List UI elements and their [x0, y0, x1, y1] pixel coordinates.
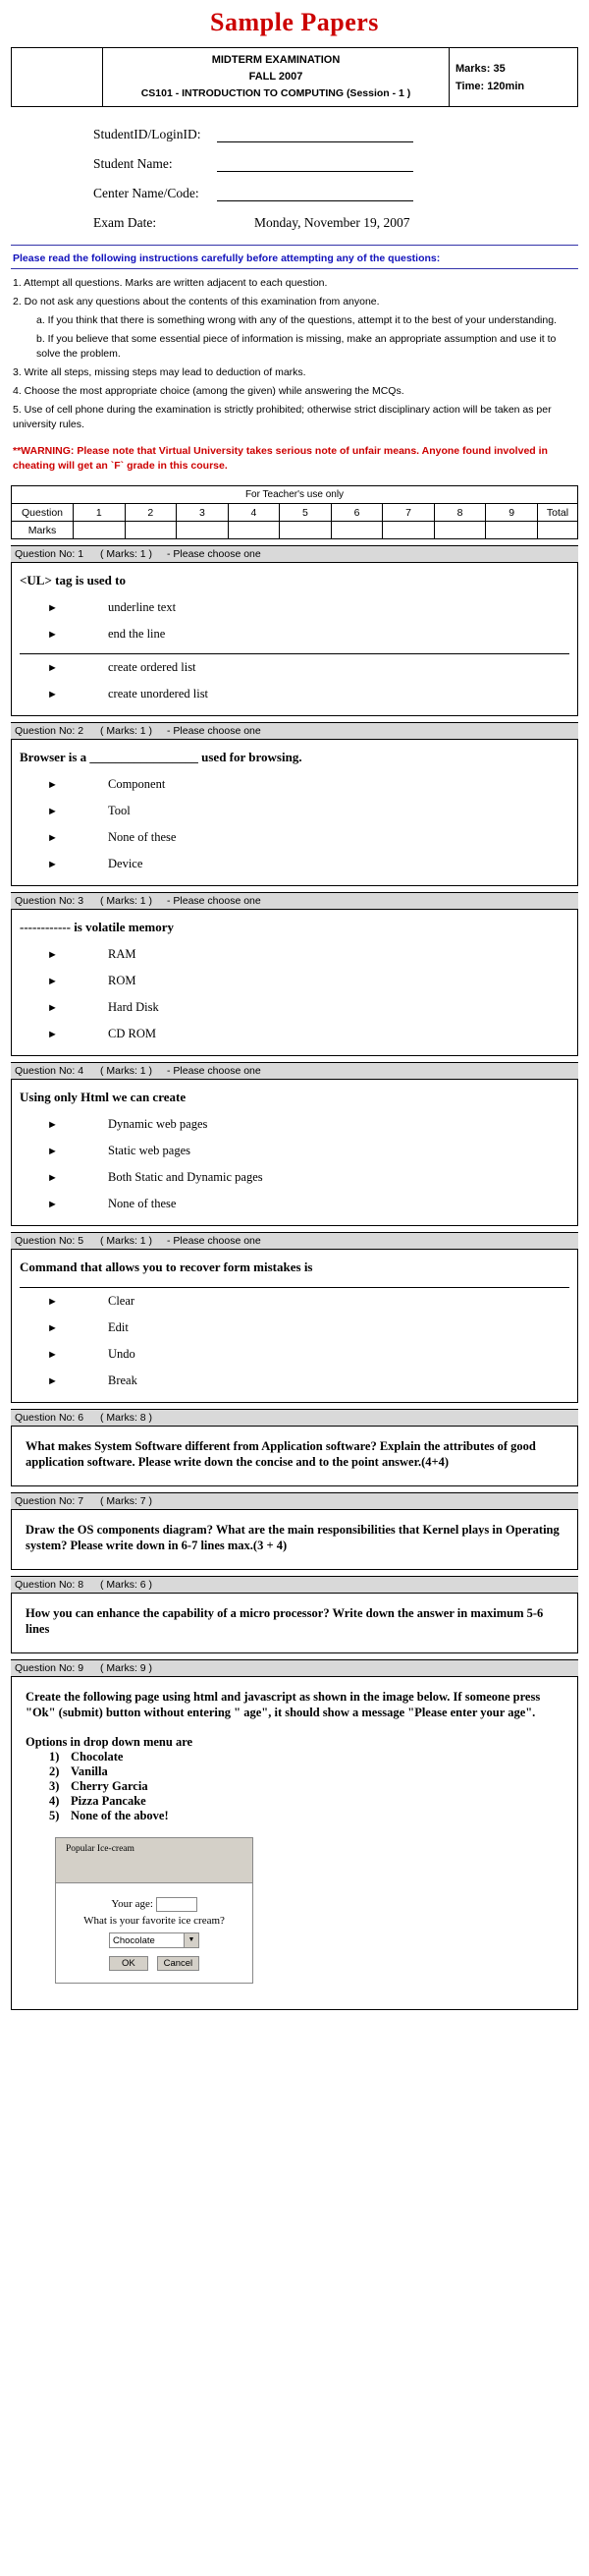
option-label: Both Static and Dynamic pages — [108, 1170, 263, 1184]
triangle-bullet-icon: ► — [47, 779, 58, 791]
marks-cell[interactable] — [434, 522, 486, 539]
triangle-bullet-icon: ► — [47, 629, 58, 641]
dropdown-option-item: 4) Pizza Pancake — [49, 1794, 146, 1808]
question-choose-hint: - Please choose one — [166, 1235, 261, 1247]
instructions-heading: Please read the following instructions carefully before attempting any of the questions: — [11, 250, 578, 269]
teacher-table-col: 1 — [74, 504, 126, 522]
instruction-item: 2. Do not ask any questions about the contents of this examination from anyone. — [13, 296, 380, 308]
option-label: Device — [108, 857, 143, 870]
option-row[interactable] — [20, 621, 569, 647]
cheating-warning: **WARNING: Please note that Virtual University takes serious note of unfair means. Anyone found involved in cheating will get an `F` grade in this course. — [13, 445, 548, 472]
option-row[interactable] — [20, 851, 569, 877]
question-choose-hint: - Please choose one — [166, 1065, 261, 1077]
question-bar-3 — [11, 892, 578, 910]
question-number: Question No: 7 — [15, 1495, 84, 1507]
option-label: end the line — [108, 627, 166, 641]
question-choose-hint: - Please choose one — [166, 895, 261, 907]
option-row[interactable] — [20, 968, 569, 994]
question-number: Question No: 3 — [15, 895, 84, 907]
triangle-bullet-icon: ► — [47, 662, 58, 674]
question-body-2 — [11, 740, 578, 886]
question-body-8 — [11, 1594, 578, 1653]
question-bar-8 — [11, 1576, 578, 1594]
question-body-1 — [11, 563, 578, 716]
option-row[interactable] — [20, 771, 569, 798]
question-bar-4 — [11, 1062, 578, 1080]
question-number: Question No: 1 — [15, 548, 84, 560]
option-label: Component — [108, 777, 166, 791]
mock-form-screenshot — [20, 1823, 569, 2001]
triangle-bullet-icon: ► — [47, 859, 58, 870]
option-row[interactable] — [20, 824, 569, 851]
question-choose-hint: - Please choose one — [166, 725, 261, 737]
triangle-bullet-icon: ► — [47, 1119, 58, 1131]
question-text: Using only Html we can create — [20, 1090, 187, 1104]
instruction-item: 5. Use of cell phone during the examination is strictly prohibited; otherwise strict disciplinary action will be taken as per university rules. — [13, 404, 552, 430]
option-row[interactable] — [20, 1315, 569, 1341]
option-row[interactable] — [20, 1138, 569, 1164]
question-text: What makes System Software different from Application software? Explain the attributes of good application software. Please write down the concise and to the point answer.(4+4) — [26, 1439, 536, 1469]
chevron-down-icon: ▼ — [184, 1933, 198, 1947]
student-id-field[interactable] — [217, 128, 413, 142]
teacher-table-col: 3 — [177, 504, 229, 522]
dropdown-option-item: 3) Cherry Garcia — [49, 1779, 148, 1793]
question-marks: ( Marks: 1 ) — [99, 895, 153, 907]
option-row[interactable] — [20, 1341, 569, 1368]
triangle-bullet-icon: ► — [47, 949, 58, 961]
triangle-bullet-icon: ► — [47, 689, 58, 700]
option-label: create ordered list — [108, 660, 196, 674]
mock-age-input[interactable] — [156, 1897, 197, 1912]
mock-cancel-button[interactable]: Cancel — [157, 1956, 200, 1971]
question-marks: ( Marks: 1 ) — [99, 1065, 153, 1077]
instruction-item: 3. Write all steps, missing steps may lead to deduction of marks. — [13, 366, 306, 378]
header-center-cell — [103, 48, 450, 107]
question-marks: ( Marks: 7 ) — [99, 1495, 153, 1507]
triangle-bullet-icon: ► — [47, 1296, 58, 1308]
question-text: <UL> tag is used to — [20, 573, 126, 588]
option-label: ROM — [108, 974, 136, 987]
option-label: RAM — [108, 947, 136, 961]
teacher-table-caption: For Teacher's use only — [12, 486, 578, 504]
instruction-item: 1. Attempt all questions. Marks are written adjacent to each question. — [13, 277, 328, 289]
mock-caption: Popular Ice-cream — [66, 1844, 134, 1854]
mock-flavor-selected-value: Chocolate — [113, 1934, 155, 1946]
mock-browser-window — [55, 1837, 253, 1984]
question-body-5 — [11, 1250, 578, 1403]
triangle-bullet-icon: ► — [47, 1375, 58, 1387]
teacher-use-table — [11, 485, 578, 539]
exam-type: MIDTERM EXAMINATION — [211, 54, 341, 66]
student-name-label: Student Name: — [93, 156, 173, 171]
teacher-table-col: 8 — [434, 504, 486, 522]
marks-cell[interactable] — [125, 522, 177, 539]
exam-date-label: Exam Date: — [93, 215, 157, 230]
mock-flavor-select[interactable] — [109, 1932, 199, 1948]
mock-favorite-label: What is your favorite ice cream? — [83, 1915, 225, 1927]
instructions-block — [11, 245, 578, 481]
teacher-table-col: 6 — [331, 504, 383, 522]
option-label: Edit — [108, 1320, 129, 1334]
teacher-table-total-label: Total — [538, 504, 578, 522]
dropdown-option-item: 2) Vanilla — [49, 1764, 108, 1778]
triangle-bullet-icon: ► — [47, 806, 58, 817]
option-label: CD ROM — [108, 1027, 156, 1040]
mock-age-label: Your age: — [111, 1898, 153, 1911]
marks-total-cell[interactable] — [538, 522, 578, 539]
dropdown-option-item: 1) Chocolate — [49, 1750, 124, 1764]
question-bar-6 — [11, 1409, 578, 1427]
teacher-table-col: 2 — [125, 504, 177, 522]
triangle-bullet-icon: ► — [47, 1172, 58, 1184]
option-row[interactable] — [20, 1368, 569, 1394]
dropdown-option-item: 5) None of the above! — [49, 1809, 169, 1822]
question-bar-7 — [11, 1492, 578, 1510]
option-row[interactable] — [20, 681, 569, 707]
option-row[interactable] — [20, 1021, 569, 1047]
triangle-bullet-icon: ► — [47, 1002, 58, 1014]
option-row[interactable] — [20, 654, 569, 681]
question-body-4 — [11, 1080, 578, 1226]
student-id-row — [11, 127, 578, 142]
teacher-table-col: 7 — [383, 504, 435, 522]
option-row[interactable] — [20, 1288, 569, 1315]
question-bar-1 — [11, 545, 578, 563]
student-id-label: StudentID/LoginID: — [93, 127, 201, 141]
exam-header-table — [11, 47, 578, 107]
triangle-bullet-icon: ► — [47, 1349, 58, 1361]
instruction-item: 4. Choose the most appropriate choice (among the given) while answering the MCQs. — [13, 385, 404, 397]
marks-cell[interactable] — [228, 522, 280, 539]
question-marks: ( Marks: 9 ) — [99, 1662, 153, 1674]
question-bar-9 — [11, 1659, 578, 1677]
question-marks: ( Marks: 1 ) — [99, 1235, 153, 1247]
student-info-block — [11, 127, 578, 231]
option-label: None of these — [108, 1197, 177, 1210]
option-label: Break — [108, 1373, 137, 1387]
question-text: Command that allows you to recover form mistakes is — [20, 1260, 313, 1274]
option-label: Static web pages — [108, 1144, 191, 1157]
question-number: Question No: 6 — [15, 1412, 84, 1424]
marks-cell[interactable] — [280, 522, 332, 539]
page-title: Sample Papers — [210, 8, 379, 36]
option-label: None of these — [108, 830, 177, 844]
question-text: ------------ is volatile memory — [20, 920, 175, 934]
dropdown-option-label: Pizza Pancake — [71, 1794, 146, 1808]
question-marks: ( Marks: 1 ) — [99, 548, 153, 560]
option-row[interactable] — [20, 994, 569, 1021]
header-right-cell — [450, 48, 578, 107]
question-text: Draw the OS components diagram? What are the main responsibilities that Kernel plays in Operating system? Please write down in 6-7 lines max.(3 + 4) — [26, 1523, 560, 1552]
content-wrapper — [11, 47, 578, 2034]
option-row[interactable] — [20, 1111, 569, 1138]
exam-date-value: Monday, November 19, 2007 — [254, 215, 410, 230]
instruction-item: a. If you think that there is something wrong with any of the questions, attempt it to the best of your understanding. — [36, 314, 557, 326]
question-body-9 — [11, 1677, 578, 2010]
teacher-table-col: 4 — [228, 504, 280, 522]
question-number: Question No: 5 — [15, 1235, 84, 1247]
triangle-bullet-icon: ► — [47, 1199, 58, 1210]
triangle-bullet-icon: ► — [47, 976, 58, 987]
dropdown-options-intro: Options in drop down menu are — [26, 1735, 193, 1749]
mock-age-row — [66, 1897, 242, 1915]
marks-cell[interactable] — [486, 522, 538, 539]
student-name-row — [11, 156, 578, 172]
mock-banner — [56, 1838, 252, 1883]
option-row[interactable] — [20, 798, 569, 824]
question-body-3 — [11, 910, 578, 1056]
teacher-table-row-label: Marks — [12, 522, 74, 539]
question-body-7 — [11, 1510, 578, 1570]
triangle-bullet-icon: ► — [47, 602, 58, 614]
teacher-table-col: 9 — [486, 504, 538, 522]
option-label: Tool — [108, 804, 131, 817]
mock-button-row — [66, 1956, 242, 1971]
question-marks: ( Marks: 1 ) — [99, 725, 153, 737]
triangle-bullet-icon: ► — [47, 832, 58, 844]
triangle-bullet-icon: ► — [47, 1322, 58, 1334]
dropdown-option-label: None of the above! — [71, 1809, 169, 1822]
marks-cell[interactable] — [177, 522, 229, 539]
dropdown-option-label: Chocolate — [71, 1750, 124, 1764]
option-label: create unordered list — [108, 687, 209, 700]
marks-cell[interactable] — [383, 522, 435, 539]
exam-course: CS101 - INTRODUCTION TO COMPUTING (Session - 1 ) — [140, 87, 411, 99]
question-text: Browser is a _________________ used for browsing. — [20, 750, 302, 764]
option-row[interactable] — [20, 1191, 569, 1217]
question-marks: ( Marks: 6 ) — [99, 1579, 153, 1591]
center-name-label: Center Name/Code: — [93, 186, 199, 200]
marks-cell[interactable] — [74, 522, 126, 539]
option-label: underline text — [108, 600, 177, 614]
option-label: Dynamic web pages — [108, 1117, 208, 1131]
question-bar-5 — [11, 1232, 578, 1250]
dropdown-options-list — [20, 1750, 569, 1823]
footer-spacer — [11, 2010, 578, 2034]
question-number: Question No: 9 — [15, 1662, 84, 1674]
teacher-table-col: 5 — [280, 504, 332, 522]
question-number: Question No: 8 — [15, 1579, 84, 1591]
option-row[interactable] — [20, 941, 569, 968]
question-marks: ( Marks: 8 ) — [99, 1412, 153, 1424]
exam-marks: Marks: 35 — [455, 62, 506, 75]
dropdown-option-label: Vanilla — [71, 1764, 108, 1778]
option-row[interactable] — [20, 594, 569, 621]
student-name-field[interactable] — [217, 157, 413, 172]
question-choose-hint: - Please choose one — [166, 548, 261, 560]
teacher-table-row-label: Question — [12, 504, 74, 522]
center-name-row — [11, 186, 578, 201]
option-label: Undo — [108, 1347, 135, 1361]
question-text: Create the following page using html and javascript as shown in the image below. If someone press "Ok" (submit) button without entering " age", it should show a message "Please enter your age". — [26, 1690, 541, 1719]
exam-time: Time: 120min — [455, 80, 525, 92]
exam-date-row — [11, 215, 578, 231]
mock-ok-button[interactable]: OK — [109, 1956, 148, 1971]
instruction-item: b. If you believe that some essential piece of information is missing, make an appropriate assumption and use it to solve the problem. — [36, 333, 557, 360]
question-number: Question No: 2 — [15, 725, 84, 737]
exam-term: FALL 2007 — [248, 71, 303, 83]
option-label: Clear — [108, 1294, 135, 1308]
triangle-bullet-icon: ► — [47, 1029, 58, 1040]
question-number: Question No: 4 — [15, 1065, 84, 1077]
option-row[interactable] — [20, 1164, 569, 1191]
question-bar-2 — [11, 722, 578, 740]
center-name-field[interactable] — [217, 187, 413, 201]
option-label: Hard Disk — [108, 1000, 159, 1014]
question-body-6 — [11, 1427, 578, 1486]
triangle-bullet-icon: ► — [47, 1146, 58, 1157]
header-left-cell — [12, 48, 103, 107]
marks-cell[interactable] — [331, 522, 383, 539]
dropdown-option-label: Cherry Garcia — [71, 1779, 148, 1793]
question-text: How you can enhance the capability of a micro processor? Write down the answer in maximum 5-6 lines — [26, 1606, 544, 1636]
mock-form-body — [56, 1883, 252, 1983]
